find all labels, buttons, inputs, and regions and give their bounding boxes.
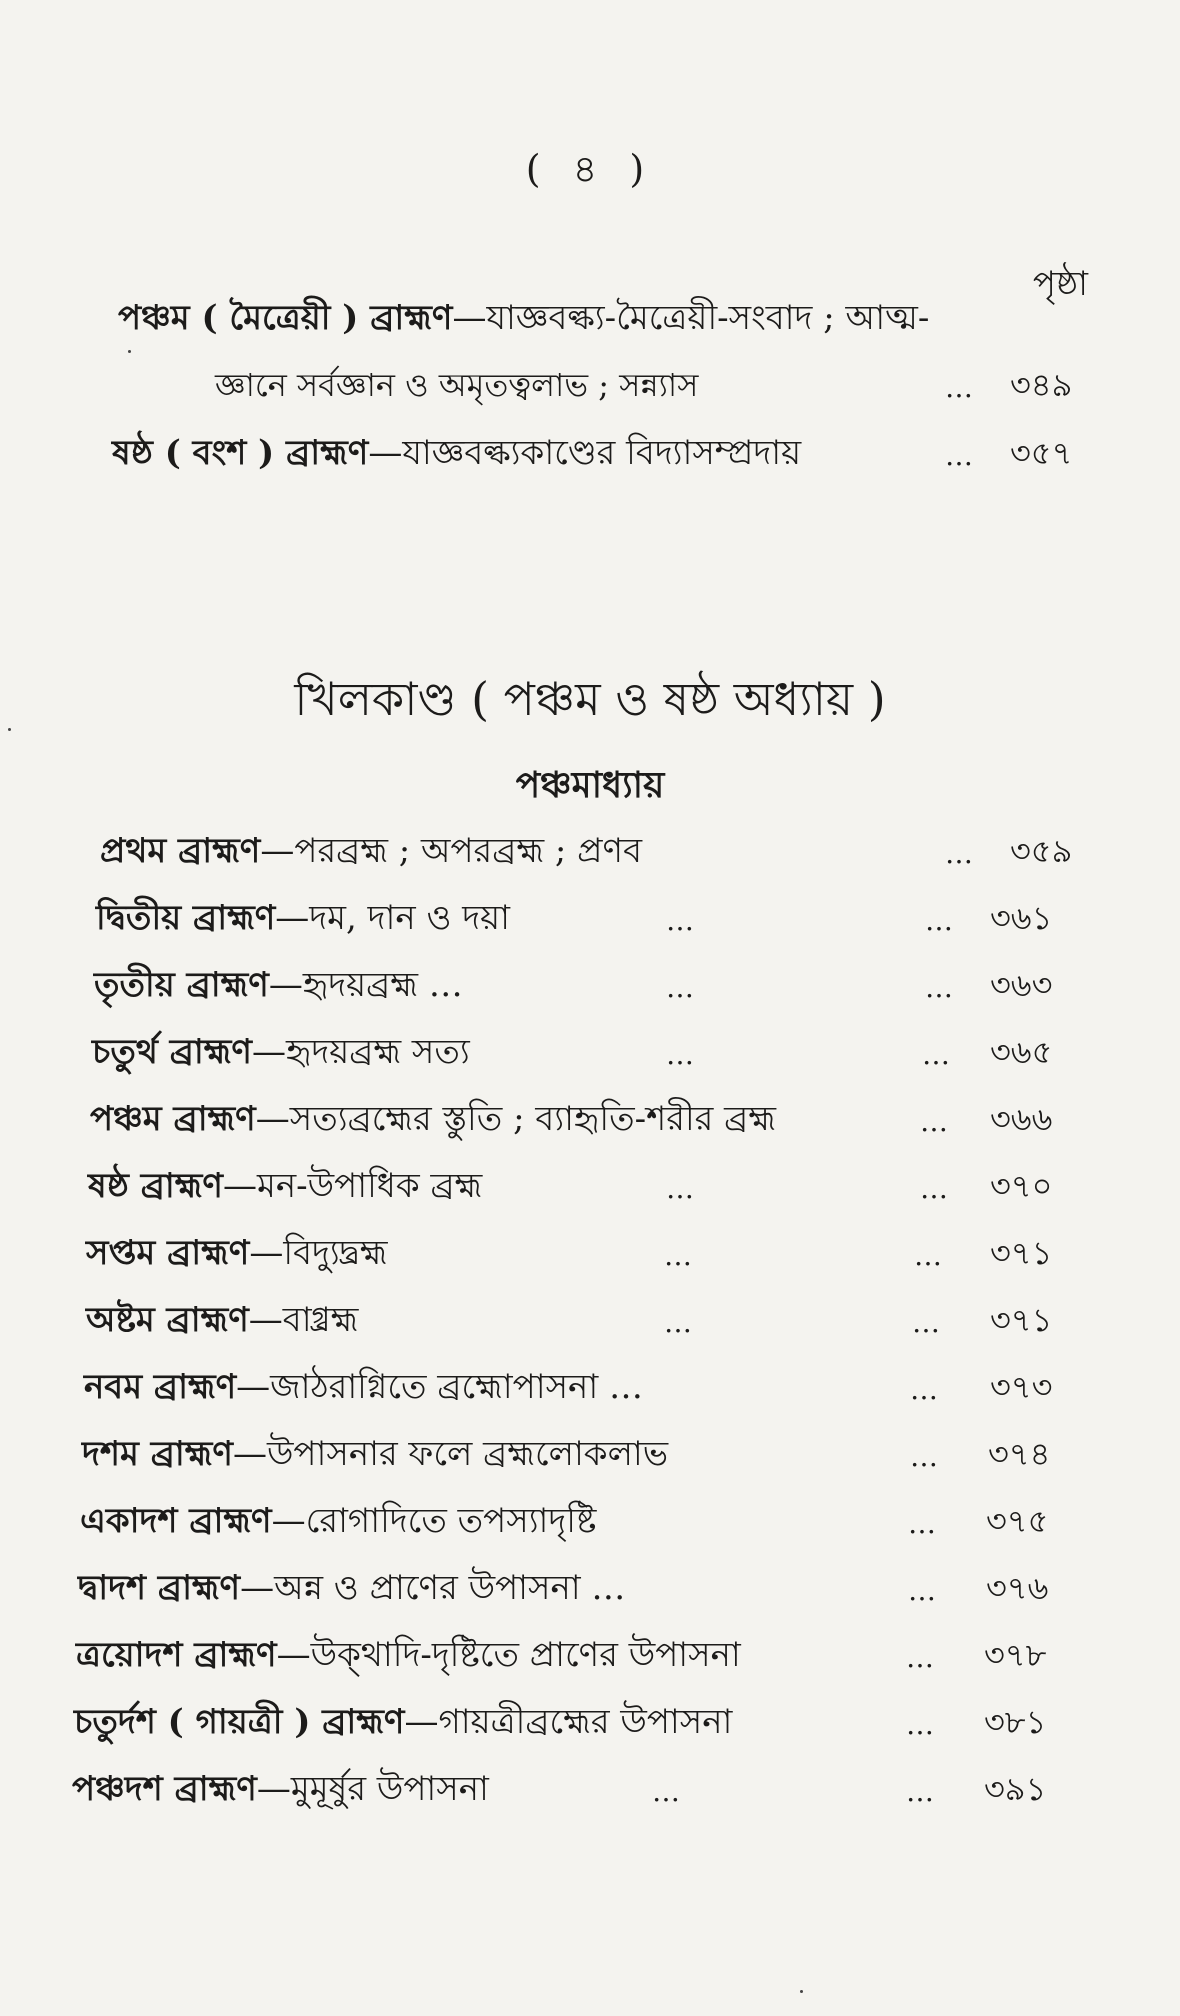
leader-dots: …	[945, 836, 976, 870]
entry-description-continued: জ্ঞানে সর্বজ্ঞান ও অমৃতত্বলাভ ; সন্ন্যাস	[215, 366, 699, 404]
leader-dots-middle: …	[652, 1774, 683, 1808]
entry-page-number: ৩৬৩	[990, 966, 1053, 1004]
entry-page-number: ৩৫৭	[1010, 434, 1073, 472]
print-speck	[800, 1990, 803, 1993]
entry-page-number: ৩৭১	[990, 1234, 1053, 1272]
entry-title: অষ্টম ব্রাহ্মণ	[86, 1299, 249, 1340]
entry-description: —সত্যব্রহ্মের স্তুতি ; ব্যাহৃতি-শরীর ব্রহ্ম	[255, 1098, 776, 1139]
entry-page-number: ৩৭৬	[986, 1569, 1049, 1607]
toc-entry	[96, 890, 1180, 950]
leader-dots: …	[922, 1037, 953, 1071]
page-number: ( ৪ )	[525, 147, 655, 191]
entry-page-number: ৩৭৪	[988, 1435, 1051, 1473]
toc-entry	[82, 1426, 1180, 1486]
leader-dots: …	[920, 1104, 951, 1138]
toc-entry	[80, 1493, 1180, 1553]
leader-dots: …	[945, 370, 976, 404]
entry-title: ষষ্ঠ ( বংশ ) ব্রাহ্মণ	[112, 432, 369, 473]
leader-dots: …	[912, 1305, 943, 1339]
entry-description: —যাজ্ঞবল্ক্য-মৈত্রেয়ী-সংবাদ ; আত্ম-	[452, 297, 930, 338]
entry-title: প্রথম ব্রাহ্মণ	[100, 830, 261, 871]
toc-entry	[90, 1091, 1180, 1151]
entry-title: চতুর্দশ ( গায়ত্রী ) ব্রাহ্মণ	[74, 1701, 405, 1742]
entry-description: —গায়ত্রীব্রহ্মের উপাসনা	[404, 1701, 733, 1742]
leader-dots: …	[908, 1506, 939, 1540]
entry-title: দশম ব্রাহ্মণ	[82, 1433, 233, 1474]
entry-page-number: ৩৬১	[990, 899, 1053, 937]
entry-title: একাদশ ব্রাহ্মণ	[80, 1500, 272, 1541]
section-title: খিলকাণ্ড ( পঞ্চম ও ষষ্ঠ অধ্যায় )	[294, 672, 886, 726]
entry-title: দ্বিতীয় ব্রাহ্মণ	[96, 897, 276, 938]
toc-entry	[72, 1761, 1180, 1821]
toc-entry	[94, 957, 1180, 1017]
print-speck	[8, 728, 11, 731]
toc-entry-page-line	[0, 357, 1180, 417]
entry-page-number: ৩৭১	[990, 1301, 1053, 1339]
entry-page-number: ৩৭৩	[990, 1368, 1053, 1406]
entry-title: ত্রয়োদশ ব্রাহ্মণ	[76, 1634, 277, 1675]
toc-entry	[74, 1694, 1180, 1754]
entry-description: —জাঠরাগ্নিতে ব্রহ্মোপাসনা …	[236, 1366, 644, 1407]
entry-title: তৃতীয় ব্রাহ্মণ	[94, 964, 269, 1005]
leader-dots: …	[908, 1573, 939, 1607]
entry-description: —পরব্রহ্ম ; অপরব্রহ্ম ; প্রণব	[260, 830, 643, 871]
leader-dots: …	[906, 1774, 937, 1808]
leader-dots-middle: …	[666, 903, 697, 937]
entry-description: —হৃদয়ব্রহ্ম সত্য	[251, 1031, 470, 1072]
entry-title: নবম ব্রাহ্মণ	[84, 1366, 237, 1407]
leader-dots: …	[906, 1640, 937, 1674]
entry-title: চতুর্থ ব্রাহ্মণ	[92, 1031, 252, 1072]
toc-entry	[112, 425, 1180, 485]
leader-dots: …	[920, 1171, 951, 1205]
entry-description: —উক্থাদি-দৃষ্টিতে প্রাণের উপাসনা	[276, 1634, 741, 1675]
toc-entry	[78, 1560, 1180, 1620]
leader-dots-middle: …	[666, 970, 697, 1004]
entry-description: —অন্ন ও প্রাণের উপাসনা …	[240, 1567, 626, 1608]
leader-dots: …	[925, 970, 956, 1004]
entry-page-number: ৩৮১	[984, 1703, 1047, 1741]
entry-page-number: ৩৪৯	[1010, 366, 1073, 404]
entry-page-number: ৩৯১	[984, 1770, 1047, 1808]
entry-description: —রোগাদিতে তপস্যাদৃষ্টি	[271, 1500, 597, 1541]
toc-entry	[92, 1024, 1180, 1084]
entry-description: —মুমূর্ষুর উপাসনা	[256, 1768, 489, 1809]
leader-dots-middle: …	[666, 1037, 697, 1071]
toc-entry	[84, 1359, 1180, 1419]
entry-description: —বিদ্যুদ্ব্রহ্ম	[249, 1232, 388, 1273]
leader-dots-middle: …	[666, 1171, 697, 1205]
entry-description: —মন-উপাধিক ব্রহ্ম	[222, 1165, 483, 1206]
entry-title: দ্বাদশ ব্রাহ্মণ	[78, 1567, 241, 1608]
entry-title: পঞ্চম ব্রাহ্মণ	[90, 1098, 256, 1139]
entry-description: —বাগ্ব্রহ্ম	[248, 1299, 359, 1340]
leader-dots: …	[914, 1238, 945, 1272]
entry-page-number: ৩৬৫	[990, 1033, 1053, 1071]
toc-entry	[76, 1627, 1180, 1687]
leader-dots: …	[945, 438, 976, 472]
entry-description: —হৃদয়ব্রহ্ম …	[268, 964, 463, 1005]
entry-title: পঞ্চদশ ব্রাহ্মণ	[72, 1768, 257, 1809]
entry-page-number: ৩৭০	[990, 1167, 1053, 1205]
section-subtitle: পঞ্চমাধ্যায়	[515, 764, 665, 806]
leader-dots: …	[910, 1372, 941, 1406]
entry-page-number: ৩৭৫	[986, 1502, 1049, 1540]
print-speck	[128, 350, 131, 353]
entry-description: —উপাসনার ফলে ব্রহ্মলোকলাভ	[232, 1433, 669, 1474]
toc-entry	[86, 1292, 1180, 1352]
entry-page-number: ৩৬৬	[990, 1100, 1053, 1138]
leader-dots: …	[910, 1439, 941, 1473]
entry-description: —দম, দান ও দয়া	[275, 897, 511, 938]
leader-dots-middle: …	[664, 1305, 695, 1339]
entry-title: সপ্তম ব্রাহ্মণ	[86, 1232, 250, 1273]
leader-dots: …	[906, 1707, 937, 1741]
entry-title: ষষ্ঠ ব্রাহ্মণ	[88, 1165, 223, 1206]
toc-entry	[100, 823, 1180, 883]
entry-page-number: ৩৫৯	[1010, 832, 1073, 870]
leader-dots: …	[925, 903, 956, 937]
toc-entry	[86, 1225, 1180, 1285]
entry-description: —যাজ্ঞবল্ক্যকাণ্ডের বিদ্যাসম্প্রদায়	[368, 432, 802, 473]
toc-entry	[118, 290, 929, 350]
entry-page-number: ৩৭৮	[984, 1636, 1047, 1674]
page-column-label: পৃষ্ঠা	[1032, 264, 1088, 304]
leader-dots-middle: …	[664, 1238, 695, 1272]
toc-entry	[88, 1158, 1180, 1218]
entry-title: পঞ্চম ( মৈত্রেয়ী ) ব্রাহ্মণ	[118, 297, 453, 338]
